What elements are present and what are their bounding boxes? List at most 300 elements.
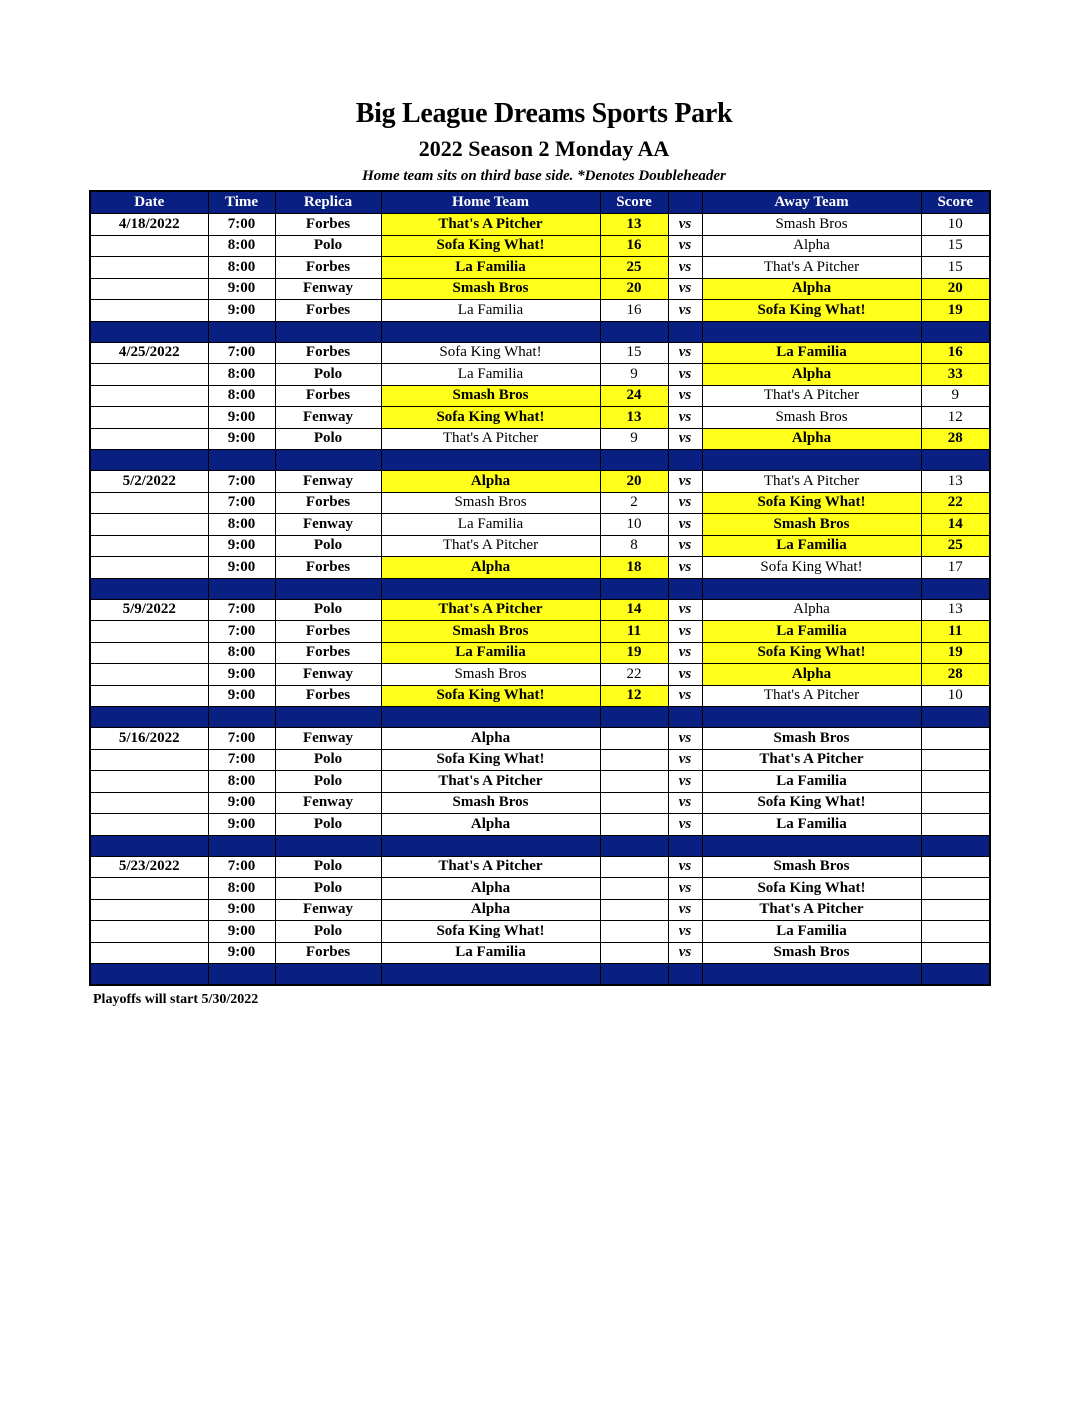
divider-cell — [600, 964, 668, 986]
away-team: La Familia — [702, 771, 921, 793]
game-date: 4/18/2022 — [90, 214, 208, 236]
game-field: Fenway — [275, 792, 381, 814]
game-time: 9:00 — [208, 407, 275, 429]
away-score: 10 — [921, 685, 990, 707]
divider-cell — [668, 707, 702, 728]
away-team: Smash Bros — [702, 856, 921, 878]
vs-label: vs — [668, 728, 702, 750]
divider-cell — [600, 450, 668, 471]
week-divider-row — [90, 964, 990, 986]
divider-cell — [275, 321, 381, 342]
game-date — [90, 407, 208, 429]
game-date — [90, 792, 208, 814]
away-score: 28 — [921, 428, 990, 450]
game-date — [90, 557, 208, 579]
vs-label: vs — [668, 899, 702, 921]
divider-cell — [668, 964, 702, 986]
divider-cell — [275, 835, 381, 856]
game-time: 9:00 — [208, 792, 275, 814]
home-team: Alpha — [381, 814, 600, 836]
away-score: 16 — [921, 342, 990, 364]
home-score: 10 — [600, 514, 668, 536]
vs-label: vs — [668, 685, 702, 707]
away-team: That's A Pitcher — [702, 685, 921, 707]
divider-cell — [381, 964, 600, 986]
away-team: Sofa King What! — [702, 557, 921, 579]
home-team: That's A Pitcher — [381, 535, 600, 557]
divider-cell — [381, 578, 600, 599]
divider-cell — [381, 321, 600, 342]
home-team: Sofa King What! — [381, 342, 600, 364]
vs-label: vs — [668, 364, 702, 386]
home-score — [600, 921, 668, 943]
away-team: Alpha — [702, 235, 921, 257]
home-team: That's A Pitcher — [381, 428, 600, 450]
home-team: Alpha — [381, 557, 600, 579]
schedule-table — [89, 190, 991, 986]
away-score — [921, 749, 990, 771]
away-team: Alpha — [702, 599, 921, 621]
game-time: 8:00 — [208, 257, 275, 279]
game-date — [90, 664, 208, 686]
divider-cell — [90, 321, 208, 342]
home-team: Smash Bros — [381, 278, 600, 300]
game-time: 7:00 — [208, 342, 275, 364]
table-row — [90, 300, 990, 322]
table-row — [90, 214, 990, 236]
away-score: 22 — [921, 492, 990, 514]
home-score — [600, 728, 668, 750]
game-date — [90, 878, 208, 900]
game-date — [90, 771, 208, 793]
home-team: Alpha — [381, 878, 600, 900]
away-team: That's A Pitcher — [702, 257, 921, 279]
game-date — [90, 385, 208, 407]
home-team: La Familia — [381, 942, 600, 964]
game-field: Fenway — [275, 664, 381, 686]
game-time: 7:00 — [208, 621, 275, 643]
home-score: 16 — [600, 300, 668, 322]
away-team: Smash Bros — [702, 942, 921, 964]
game-date: 5/23/2022 — [90, 856, 208, 878]
divider-cell — [90, 707, 208, 728]
game-field: Polo — [275, 535, 381, 557]
home-team: Smash Bros — [381, 664, 600, 686]
column-header-time: Time — [208, 191, 275, 214]
away-score — [921, 878, 990, 900]
away-team: La Familia — [702, 535, 921, 557]
game-date: 5/16/2022 — [90, 728, 208, 750]
divider-cell — [702, 578, 921, 599]
divider-cell — [668, 450, 702, 471]
away-team: Sofa King What! — [702, 492, 921, 514]
game-time: 7:00 — [208, 856, 275, 878]
away-score — [921, 792, 990, 814]
game-time: 9:00 — [208, 557, 275, 579]
away-score: 33 — [921, 364, 990, 386]
home-score: 24 — [600, 385, 668, 407]
game-time: 9:00 — [208, 664, 275, 686]
divider-cell — [90, 578, 208, 599]
table-row — [90, 557, 990, 579]
home-score — [600, 792, 668, 814]
game-field: Forbes — [275, 621, 381, 643]
game-field: Fenway — [275, 728, 381, 750]
vs-label: vs — [668, 235, 702, 257]
home-team: La Familia — [381, 300, 600, 322]
away-team: Smash Bros — [702, 514, 921, 536]
game-time: 7:00 — [208, 492, 275, 514]
table-row — [90, 814, 990, 836]
game-field: Polo — [275, 599, 381, 621]
game-time: 7:00 — [208, 471, 275, 493]
away-team: Sofa King What! — [702, 878, 921, 900]
vs-label: vs — [668, 814, 702, 836]
game-field: Forbes — [275, 685, 381, 707]
away-team: Alpha — [702, 278, 921, 300]
table-row — [90, 664, 990, 686]
home-score — [600, 878, 668, 900]
home-team: La Familia — [381, 257, 600, 279]
home-score: 9 — [600, 428, 668, 450]
away-score: 10 — [921, 214, 990, 236]
away-score — [921, 856, 990, 878]
divider-cell — [381, 835, 600, 856]
game-date — [90, 899, 208, 921]
home-score: 14 — [600, 599, 668, 621]
home-score: 25 — [600, 257, 668, 279]
vs-label: vs — [668, 535, 702, 557]
home-team: That's A Pitcher — [381, 771, 600, 793]
away-team: La Familia — [702, 814, 921, 836]
home-team: La Familia — [381, 514, 600, 536]
away-score — [921, 814, 990, 836]
away-score: 19 — [921, 642, 990, 664]
away-score: 15 — [921, 235, 990, 257]
home-team: That's A Pitcher — [381, 856, 600, 878]
vs-label: vs — [668, 749, 702, 771]
game-time: 9:00 — [208, 278, 275, 300]
home-team: Smash Bros — [381, 492, 600, 514]
home-team: Sofa King What! — [381, 921, 600, 943]
table-row — [90, 899, 990, 921]
home-score: 13 — [600, 407, 668, 429]
home-team: Smash Bros — [381, 621, 600, 643]
away-score: 28 — [921, 664, 990, 686]
game-time: 9:00 — [208, 685, 275, 707]
vs-label: vs — [668, 342, 702, 364]
table-row — [90, 599, 990, 621]
game-time: 7:00 — [208, 749, 275, 771]
week-divider-row — [90, 450, 990, 471]
column-header-away-score: Score — [921, 191, 990, 214]
table-row — [90, 685, 990, 707]
game-field: Forbes — [275, 342, 381, 364]
vs-label: vs — [668, 428, 702, 450]
week-divider-row — [90, 707, 990, 728]
divider-cell — [381, 450, 600, 471]
game-field: Fenway — [275, 514, 381, 536]
home-score: 18 — [600, 557, 668, 579]
away-score — [921, 899, 990, 921]
table-row — [90, 621, 990, 643]
game-time: 8:00 — [208, 514, 275, 536]
home-team: That's A Pitcher — [381, 214, 600, 236]
divider-cell — [208, 578, 275, 599]
vs-label: vs — [668, 642, 702, 664]
away-score — [921, 921, 990, 943]
away-team: Smash Bros — [702, 214, 921, 236]
column-header-date: Date — [90, 191, 208, 214]
game-date — [90, 642, 208, 664]
table-row — [90, 407, 990, 429]
home-team: Alpha — [381, 899, 600, 921]
home-score: 20 — [600, 471, 668, 493]
table-row — [90, 921, 990, 943]
away-team: Smash Bros — [702, 728, 921, 750]
game-time: 8:00 — [208, 642, 275, 664]
vs-label: vs — [668, 278, 702, 300]
away-score: 14 — [921, 514, 990, 536]
game-field: Polo — [275, 364, 381, 386]
away-score: 13 — [921, 471, 990, 493]
away-score: 9 — [921, 385, 990, 407]
week-divider-row — [90, 835, 990, 856]
table-row — [90, 492, 990, 514]
divider-cell — [275, 450, 381, 471]
home-team: Sofa King What! — [381, 235, 600, 257]
home-score — [600, 942, 668, 964]
table-row — [90, 364, 990, 386]
away-team: Smash Bros — [702, 407, 921, 429]
page-subtitle: 2022 Season 2 Monday AA — [418, 136, 670, 161]
away-team: That's A Pitcher — [702, 749, 921, 771]
game-date — [90, 685, 208, 707]
game-field: Fenway — [275, 899, 381, 921]
away-team: That's A Pitcher — [702, 899, 921, 921]
game-date — [90, 428, 208, 450]
divider-cell — [90, 964, 208, 986]
column-header-replica: Replica — [275, 191, 381, 214]
game-field: Forbes — [275, 257, 381, 279]
game-date — [90, 621, 208, 643]
home-team: Smash Bros — [381, 385, 600, 407]
game-field: Polo — [275, 771, 381, 793]
game-field: Fenway — [275, 407, 381, 429]
vs-label: vs — [668, 492, 702, 514]
vs-label: vs — [668, 257, 702, 279]
away-team: Sofa King What! — [702, 792, 921, 814]
away-team: Alpha — [702, 428, 921, 450]
table-row — [90, 749, 990, 771]
divider-cell — [275, 964, 381, 986]
divider-cell — [208, 450, 275, 471]
home-team: Sofa King What! — [381, 407, 600, 429]
game-field: Forbes — [275, 492, 381, 514]
game-date — [90, 278, 208, 300]
away-score — [921, 728, 990, 750]
divider-cell — [381, 707, 600, 728]
divider-cell — [275, 578, 381, 599]
away-score: 12 — [921, 407, 990, 429]
game-time: 8:00 — [208, 385, 275, 407]
game-field: Polo — [275, 878, 381, 900]
game-field: Forbes — [275, 214, 381, 236]
vs-label: vs — [668, 921, 702, 943]
game-field: Polo — [275, 749, 381, 771]
divider-cell — [702, 321, 921, 342]
page-title: Big League Dreams Sports Park — [355, 98, 733, 129]
schedule-body — [90, 214, 990, 986]
game-date — [90, 514, 208, 536]
home-score — [600, 899, 668, 921]
away-score: 25 — [921, 535, 990, 557]
home-team: Alpha — [381, 728, 600, 750]
vs-label: vs — [668, 771, 702, 793]
game-date: 4/25/2022 — [90, 342, 208, 364]
divider-cell — [921, 578, 990, 599]
away-score — [921, 942, 990, 964]
home-score: 20 — [600, 278, 668, 300]
game-date — [90, 492, 208, 514]
table-row — [90, 942, 990, 964]
game-date — [90, 300, 208, 322]
away-team: That's A Pitcher — [702, 385, 921, 407]
vs-label: vs — [668, 856, 702, 878]
game-field: Polo — [275, 428, 381, 450]
game-time: 7:00 — [208, 599, 275, 621]
game-field: Polo — [275, 814, 381, 836]
game-time: 9:00 — [208, 300, 275, 322]
week-divider-row — [90, 578, 990, 599]
vs-label: vs — [668, 792, 702, 814]
home-score — [600, 814, 668, 836]
table-row — [90, 235, 990, 257]
vs-label: vs — [668, 514, 702, 536]
game-time: 7:00 — [208, 214, 275, 236]
divider-cell — [668, 835, 702, 856]
table-row — [90, 535, 990, 557]
vs-label: vs — [668, 471, 702, 493]
away-score: 17 — [921, 557, 990, 579]
table-row — [90, 471, 990, 493]
divider-cell — [600, 707, 668, 728]
vs-label: vs — [668, 664, 702, 686]
divider-cell — [600, 321, 668, 342]
vs-label: vs — [668, 214, 702, 236]
home-team: Sofa King What! — [381, 749, 600, 771]
vs-label: vs — [668, 557, 702, 579]
game-field: Forbes — [275, 385, 381, 407]
week-divider-row — [90, 321, 990, 342]
home-team: Sofa King What! — [381, 685, 600, 707]
game-time: 9:00 — [208, 535, 275, 557]
divider-cell — [921, 964, 990, 986]
away-team: La Familia — [702, 921, 921, 943]
game-date — [90, 814, 208, 836]
table-row — [90, 856, 990, 878]
vs-label: vs — [668, 300, 702, 322]
home-score: 19 — [600, 642, 668, 664]
divider-cell — [208, 964, 275, 986]
away-score: 13 — [921, 599, 990, 621]
home-team: Smash Bros — [381, 792, 600, 814]
away-score: 19 — [921, 300, 990, 322]
away-team: Alpha — [702, 664, 921, 686]
column-header-away-team: Away Team — [702, 191, 921, 214]
divider-cell — [90, 835, 208, 856]
divider-cell — [208, 321, 275, 342]
table-row — [90, 728, 990, 750]
table-header-row — [90, 191, 990, 214]
vs-label: vs — [668, 621, 702, 643]
away-team: La Familia — [702, 621, 921, 643]
game-time: 9:00 — [208, 814, 275, 836]
divider-cell — [702, 707, 921, 728]
home-score — [600, 771, 668, 793]
away-team: Sofa King What! — [702, 642, 921, 664]
game-time: 8:00 — [208, 878, 275, 900]
column-header-home-score: Score — [600, 191, 668, 214]
game-field: Forbes — [275, 642, 381, 664]
home-score: 2 — [600, 492, 668, 514]
home-score: 12 — [600, 685, 668, 707]
divider-cell — [702, 450, 921, 471]
game-time: 9:00 — [208, 921, 275, 943]
away-team: Alpha — [702, 364, 921, 386]
divider-cell — [921, 707, 990, 728]
table-row — [90, 385, 990, 407]
away-team: La Familia — [702, 342, 921, 364]
home-score: 9 — [600, 364, 668, 386]
home-team: Alpha — [381, 471, 600, 493]
home-team: La Familia — [381, 642, 600, 664]
vs-label: vs — [668, 407, 702, 429]
game-field: Fenway — [275, 278, 381, 300]
divider-cell — [702, 964, 921, 986]
away-team: That's A Pitcher — [702, 471, 921, 493]
table-row — [90, 342, 990, 364]
vs-label: vs — [668, 599, 702, 621]
home-score: 13 — [600, 214, 668, 236]
divider-cell — [275, 707, 381, 728]
game-date — [90, 364, 208, 386]
table-row — [90, 514, 990, 536]
game-field: Polo — [275, 921, 381, 943]
playoffs-note: Playoffs will start 5/30/2022 — [93, 992, 259, 1007]
divider-cell — [208, 707, 275, 728]
game-time: 8:00 — [208, 235, 275, 257]
game-time: 9:00 — [208, 899, 275, 921]
column-header-home-team: Home Team — [381, 191, 600, 214]
home-team: That's A Pitcher — [381, 599, 600, 621]
divider-cell — [90, 450, 208, 471]
game-time: 7:00 — [208, 728, 275, 750]
away-score — [921, 771, 990, 793]
game-field: Forbes — [275, 942, 381, 964]
divider-cell — [702, 835, 921, 856]
divider-cell — [668, 321, 702, 342]
divider-cell — [600, 835, 668, 856]
page-note: Home team sits on third base side. *Denotes Doubleheader — [362, 168, 726, 184]
home-score: 16 — [600, 235, 668, 257]
table-row — [90, 428, 990, 450]
game-field: Forbes — [275, 300, 381, 322]
game-date — [90, 749, 208, 771]
divider-cell — [921, 321, 990, 342]
home-score: 15 — [600, 342, 668, 364]
game-field: Fenway — [275, 471, 381, 493]
